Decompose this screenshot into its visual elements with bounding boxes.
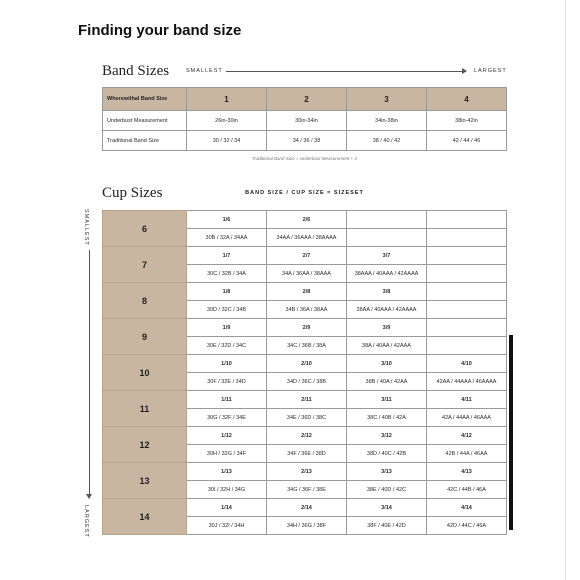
traditional-size-cell: 42A / 44AA / 46AAA [427, 409, 507, 427]
sizeset-cell: 3/13 [347, 463, 427, 481]
header-cell: 2 [267, 88, 347, 111]
traditional-size-cell: 38F / 40E / 42D [347, 517, 427, 535]
header-cell: 1 [187, 88, 267, 111]
traditional-size-cell: 34F / 36E / 38D [267, 445, 347, 463]
sizeset-cell: 1/13 [187, 463, 267, 481]
sizeset-cell: 2/12 [267, 427, 347, 445]
traditional-size-cell [427, 337, 507, 355]
header-cell: 4 [427, 88, 507, 111]
traditional-size-cell: 38AAA / 40AAA / 42AAAA [347, 265, 427, 283]
sizeset-cell: 1/8 [187, 283, 267, 301]
sizeset-cell [347, 211, 427, 229]
cup-sizes-title: Cup Sizes [102, 185, 163, 201]
traditional-size-cell [427, 265, 507, 283]
cup-size-formula: BAND SIZE / CUP SIZE = SIZESET [245, 190, 364, 196]
cup-size-label: 14 [103, 499, 187, 535]
smallest-label: SMALLEST [186, 68, 223, 74]
band-sizes-title: Band Sizes [102, 63, 170, 79]
traditional-size-cell [427, 229, 507, 247]
sizeset-cell: 3/7 [347, 247, 427, 265]
traditional-size-cell: 42D / 44C / 46A [427, 517, 507, 535]
sizeset-cell: 1/9 [187, 319, 267, 337]
table-row [103, 131, 507, 151]
table-cell: 30in-34in [267, 111, 347, 131]
table-row [103, 427, 507, 445]
cup-size-table [102, 210, 507, 535]
sizeset-cell [427, 319, 507, 337]
sizeset-cell: 1/11 [187, 391, 267, 409]
sizeset-cell: 1/7 [187, 247, 267, 265]
cup-size-label: 6 [103, 211, 187, 247]
traditional-size-cell: 34C / 36B / 38A [267, 337, 347, 355]
traditional-size-cell: 34G / 36F / 38E [267, 481, 347, 499]
traditional-size-cell: 30J / 32I / 34H [187, 517, 267, 535]
traditional-size-cell: 38B / 40A / 42AA [347, 373, 427, 391]
smallest-vertical-label: SMALLEST [83, 209, 89, 246]
traditional-size-cell: 38A / 40AA / 42AAA [347, 337, 427, 355]
table-cell: 30 / 32 / 34 [187, 131, 267, 151]
sizeset-cell: 1/12 [187, 427, 267, 445]
traditional-size-cell: 42B / 44A / 46AA [427, 445, 507, 463]
sizeset-cell: 2/14 [267, 499, 347, 517]
table-row [103, 111, 507, 131]
sizeset-cell: 2/10 [267, 355, 347, 373]
page-edge-divider [565, 0, 566, 580]
sizeset-cell: 3/8 [347, 283, 427, 301]
traditional-size-cell: 30G / 32F / 34E [187, 409, 267, 427]
traditional-size-cell: 34A / 36AA / 38AAA [267, 265, 347, 283]
sizeset-cell: 3/11 [347, 391, 427, 409]
table-row [103, 247, 507, 265]
sizeset-cell: 4/11 [427, 391, 507, 409]
sizeset-cell: 4/14 [427, 499, 507, 517]
sizeset-cell: 3/12 [347, 427, 427, 445]
sizeset-cell: 2/7 [267, 247, 347, 265]
arrow-right-icon [226, 71, 466, 72]
traditional-size-cell: 30B / 32A / 34AA [187, 229, 267, 247]
table-row [103, 391, 507, 409]
sizeset-cell [427, 211, 507, 229]
sizeset-cell: 2/8 [267, 283, 347, 301]
header-cell: 3 [347, 88, 427, 111]
table-cell: 38 / 40 / 42 [347, 131, 427, 151]
sizeset-cell: 2/13 [267, 463, 347, 481]
table-row [103, 283, 507, 301]
cup-size-label: 8 [103, 283, 187, 319]
traditional-size-cell: 30D / 32C / 34B [187, 301, 267, 319]
sizeset-cell [427, 283, 507, 301]
traditional-size-cell: 38E / 40D / 42C [347, 481, 427, 499]
sizeset-cell: 2/9 [267, 319, 347, 337]
band-size-formula: Traditional Band Size = Underbust Measurement + 4 [252, 156, 357, 161]
scroll-indicator[interactable] [509, 335, 513, 530]
traditional-size-cell: 30F / 32E / 34D [187, 373, 267, 391]
traditional-size-cell: 34AA / 36AAA / 38AAAA [267, 229, 347, 247]
largest-label: LARGEST [474, 68, 507, 74]
table-row [103, 319, 507, 337]
sizeset-cell [427, 247, 507, 265]
row-label: Traditional Band Size [103, 131, 187, 151]
header-cell: Wherewithal Band Size [103, 88, 187, 111]
sizeset-cell: 4/10 [427, 355, 507, 373]
table-cell: 38in-42in [427, 111, 507, 131]
table-row [103, 463, 507, 481]
traditional-size-cell: 30I / 32H / 34G [187, 481, 267, 499]
traditional-size-cell: 34H / 36G / 38F [267, 517, 347, 535]
sizeset-cell: 2/11 [267, 391, 347, 409]
table-cell: 42 / 44 / 46 [427, 131, 507, 151]
table-row [103, 211, 507, 229]
traditional-size-cell: 38AA / 40AAA / 42AAAA [347, 301, 427, 319]
traditional-size-cell: 38D / 40C / 42B [347, 445, 427, 463]
sizeset-cell: 4/12 [427, 427, 507, 445]
band-table-header [103, 88, 507, 111]
band-size-table [102, 87, 507, 151]
cup-size-label: 13 [103, 463, 187, 499]
sizeset-cell: 1/10 [187, 355, 267, 373]
largest-vertical-label: LARGEST [83, 505, 89, 538]
cup-size-label: 12 [103, 427, 187, 463]
traditional-size-cell: 38C / 40B / 42A [347, 409, 427, 427]
traditional-size-cell: 42C / 44B / 46A [427, 481, 507, 499]
traditional-size-cell: 34D / 36C / 38B [267, 373, 347, 391]
traditional-size-cell: 30H / 32G / 34F [187, 445, 267, 463]
table-row [103, 499, 507, 517]
sizeset-cell: 2/6 [267, 211, 347, 229]
sizeset-cell: 3/10 [347, 355, 427, 373]
cup-size-label: 7 [103, 247, 187, 283]
sizeset-cell: 1/14 [187, 499, 267, 517]
traditional-size-cell: 30E / 32D / 34C [187, 337, 267, 355]
row-label: Underbust Measurement [103, 111, 187, 131]
table-cell: 34in-38in [347, 111, 427, 131]
page-title: Finding your band size [78, 22, 242, 39]
table-cell: 34 / 36 / 38 [267, 131, 347, 151]
sizeset-cell: 3/14 [347, 499, 427, 517]
cup-size-label: 11 [103, 391, 187, 427]
arrow-down-icon [89, 250, 90, 498]
traditional-size-cell: 30C / 32B / 34A [187, 265, 267, 283]
traditional-size-cell [347, 229, 427, 247]
traditional-size-cell: 34E / 36D / 38C [267, 409, 347, 427]
table-row [103, 355, 507, 373]
sizeset-cell: 1/6 [187, 211, 267, 229]
sizeset-cell: 4/13 [427, 463, 507, 481]
sizeset-cell: 3/9 [347, 319, 427, 337]
traditional-size-cell: 34B / 36A / 38AA [267, 301, 347, 319]
table-cell: 26in-30in [187, 111, 267, 131]
traditional-size-cell: 42AA / 44AAA / 46AAAA [427, 373, 507, 391]
cup-size-label: 10 [103, 355, 187, 391]
traditional-size-cell [427, 301, 507, 319]
cup-size-label: 9 [103, 319, 187, 355]
